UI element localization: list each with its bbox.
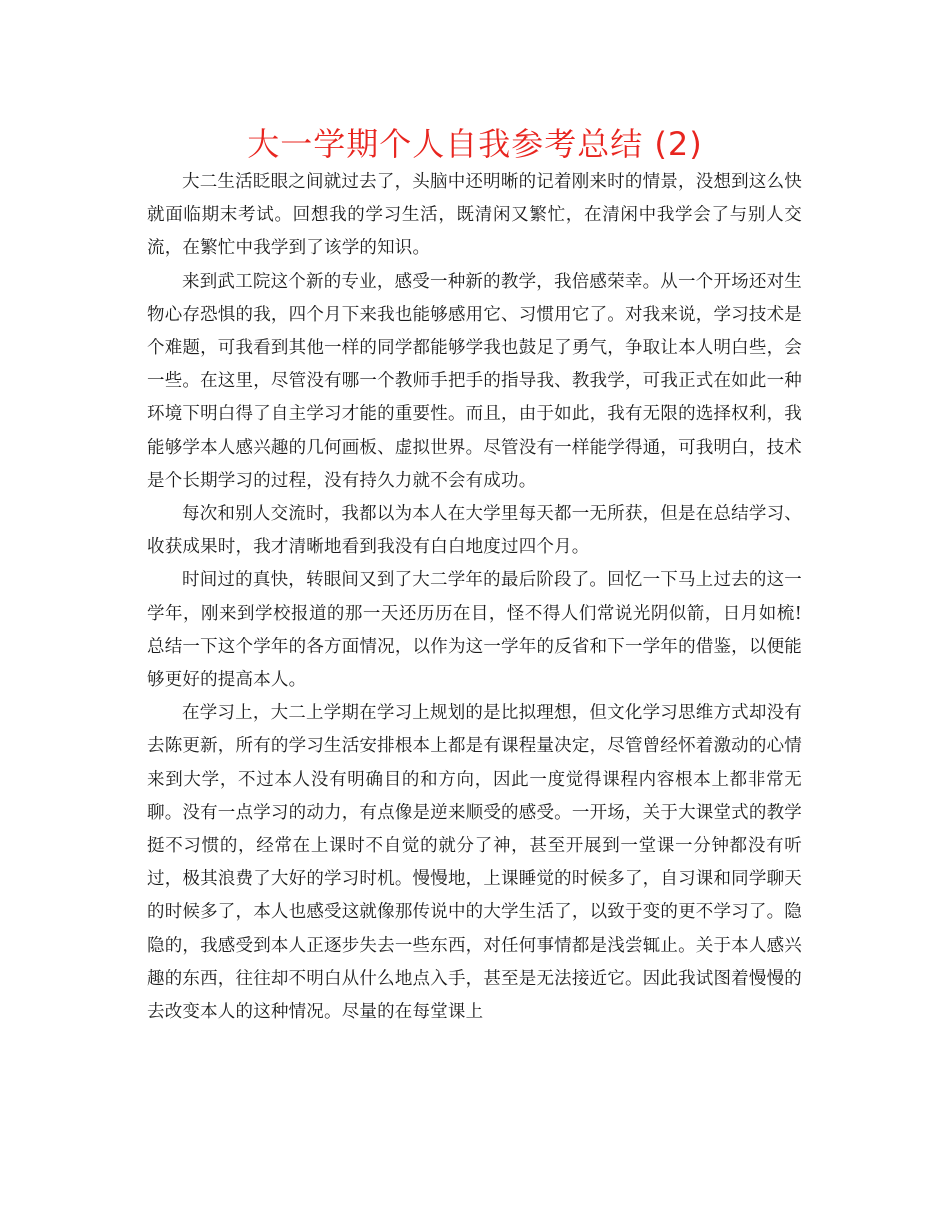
paragraph-2: 来到武工院这个新的专业，感受一种新的教学，我倍感荣幸。从一个开场还对生物心存恐惧的我，四个月下来我也能够感用它、习惯用它了。对我来说，学习技术是个难题，可我看到其他一样的同学都能够学我也鼓足了勇气，争取让本人明白些，会一些。在这里，尽管没有哪一个教师手把手的指导我、教我学，可我正式在如此一种环境下明白得了自主学习才能的重要性。而且，由于如此，我有无限的选择权利，我能够学本人感兴趣的几何画板、虚拟世界。尽管没有一样能学得通，可我明白，技术是个长期学习的过程，没有持久力就不会有成功。 — [147, 271, 802, 491]
paragraph-5: 在学习上，大二上学期在学习上规划的是比拟理想，但文化学习思维方式却没有去陈更新，所有的学习生活安排根本上都是有课程量决定，尽管曾经怀着激动的心情来到大学，不过本人没有明确目的和方向，因此一度觉得课程内容根本上都非常无聊。没有一点学习的动力，有点像是逆来顺受的感受。一开场，关于大课堂式的教学挺不习惯的，经常在上课时不自觉的就分了神，甚至开展到一堂课一分钟都没有听过，极其浪费了大好的学习时机。慢慢地，上课睡觉的时候多了，自习课和同学聊天的时候多了，本人也感受这就像那传说中的大学生活了，以致于变的更不学习了。隐隐的，我感受到本人正逐步失去一些东西，对任何事情都是浅尝辄止。关于本人感兴趣的东西，往往却不明白从什么地点入手，甚至是无法接近它。因此我试图着慢慢的去改变本人的这种情况。尽量的在每堂课上 — [147, 703, 802, 1023]
paragraph-4: 时间过的真快，转眼间又到了大二学年的最后阶段了。回忆一下马上过去的这一学年，刚来到学校报道的那一天还历历在目，怪不得人们常说光阴似箭，日月如梳!总结一下这个学年的各方面情况，以作为这一学年的反省和下一学年的借鉴，以便能够更好的提高本人。 — [147, 570, 802, 691]
document-body — [147, 166, 802, 1029]
document-title: 大一学期个人自我参考总结 (2) — [247, 125, 703, 163]
paragraph-3: 每次和别人交流时，我都以为本人在大学里每天都一无所获，但是在总结学习、收获成果时，我才清晰地看到我没有白白地度过四个月。 — [147, 504, 802, 558]
paragraph-1: 大二生活眨眼之间就过去了，头脑中还明晰的记着刚来时的情景，没想到这么快就面临期末考试。回想我的学习生活，既清闲又繁忙，在清闲中我学会了与别人交流，在繁忙中我学到了该学的知识。 — [147, 172, 802, 259]
